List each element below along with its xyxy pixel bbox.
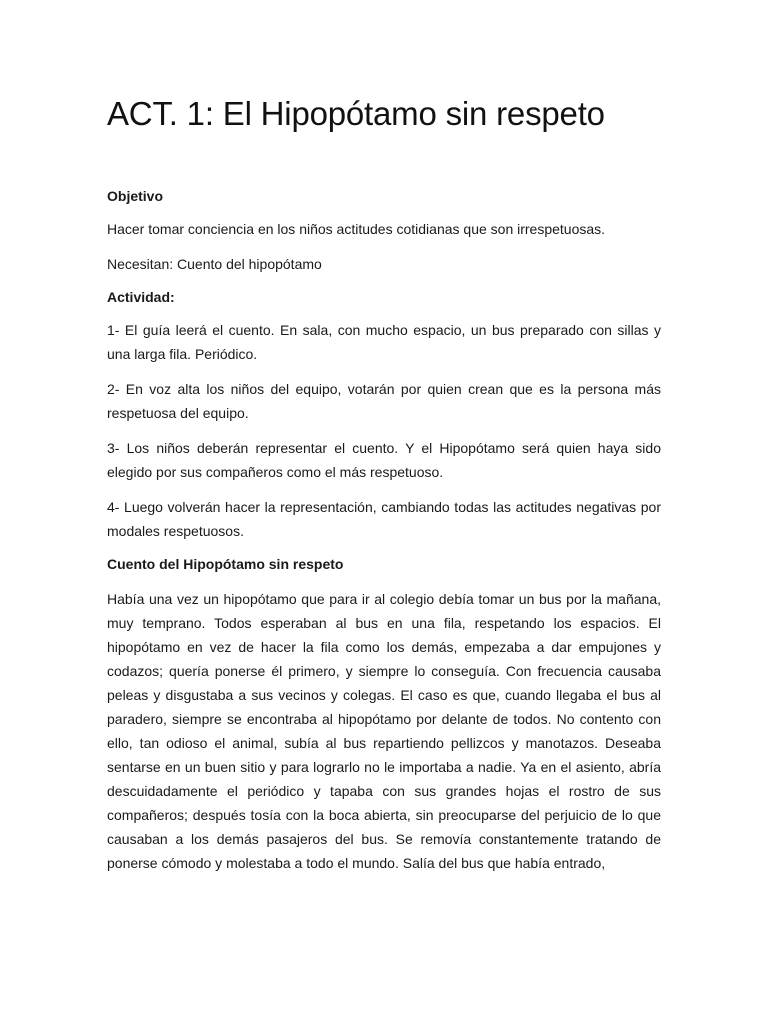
objetivo-text: Hacer tomar conciencia en los niños actitudes cotidianas que son irrespetuosas. (107, 221, 606, 237)
activity-step-4: 4- Luego volverán hacer la representación, cambiando todas las actitudes negativas por modales respetuosos. (107, 499, 661, 539)
document-title: ACT. 1: El Hipopótamo sin respeto (107, 95, 605, 132)
story-heading: Cuento del Hipopótamo sin respeto (107, 556, 344, 572)
actividad-heading: Actividad: (107, 289, 175, 305)
activity-step-3: 3- Los niños deberán representar el cuento. Y el Hipopótamo será quien haya sido elegido por sus compañeros como el más respetuoso. (107, 440, 661, 480)
document-page (107, 92, 661, 875)
activity-step-1: 1- El guía leerá el cuento. En sala, con mucho espacio, un bus preparado con sillas y una larga fila. Periódico. (107, 322, 661, 362)
objetivo-heading: Objetivo (107, 188, 164, 204)
necesitan-text: Necesitan: Cuento del hipopótamo (107, 256, 322, 272)
activity-step-2: 2- En voz alta los niños del equipo, votarán por quien crean que es la persona más respetuosa del equipo. (107, 381, 661, 421)
story-text: Había una vez un hipopótamo que para ir al colegio debía tomar un bus por la mañana, muy temprano. Todos esperaban al bus en una fila, respetando los espacios. El hipopótamo en vez de hacer la fila como los demás, empezaba a dar empujones y codazos; quería ponerse él primero, y siempre lo conseguía. Con frecuencia causaba peleas y disgustaba a sus vecinos y colegas. El caso es que, cuando llegaba el bus al paradero, siempre se encontraba al hipopótamo por delante de todos. No contento con ello, tan odioso el animal, subía al bus repartiendo pellizcos y manotazos. Deseaba sentarse en un buen sitio y para lograrlo no le importaba a nadie. Ya en el asiento, abría descuidadamente el periódico y tapaba con sus grandes hojas el rostro de sus compañeros; después tosía con la boca abierta, sin preocuparse del perjuicio de lo que causaban a los demás pasajeros del bus. Se removía constantemente tratando de ponerse cómodo y molestaba a todo el mundo. Salía del bus que había entrado, (107, 591, 661, 871)
